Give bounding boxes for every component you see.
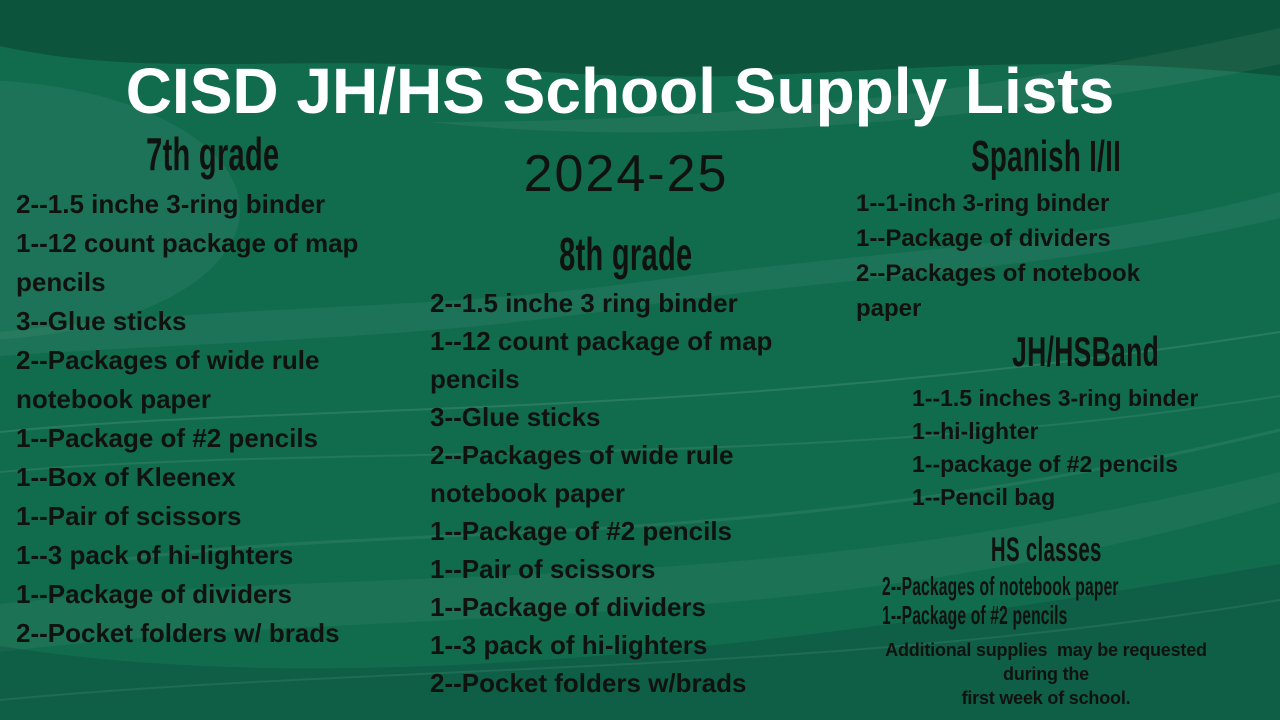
supply-item: 1--Package of dividers: [16, 579, 292, 609]
spanish-heading-text: Spanish I/II: [970, 132, 1122, 181]
grade7-supply-list: [16, 185, 410, 653]
note-line: Additional supplies may be requested: [885, 640, 1207, 660]
supply-item: 1--1.5 inches 3-ring binder: [912, 385, 1199, 411]
band-supply-list: [912, 382, 1242, 514]
grade7-heading: [16, 130, 410, 178]
supply-item: 1--Package of dividers: [856, 225, 1111, 252]
supply-item: 1--1-inch 3-ring binder: [856, 190, 1110, 217]
supply-item: 1--3 pack of hi-lighters: [430, 630, 708, 660]
section-7th-grade: [16, 130, 410, 653]
hs-classes-supply-list: [882, 572, 1242, 630]
grade8-heading-text: 8th grade: [559, 228, 693, 280]
supply-item: 3--Glue sticks: [16, 306, 187, 336]
supply-item: 1--Pencil bag: [912, 484, 1056, 510]
grade8-supply-list: [430, 284, 822, 702]
supply-item: 2--1.5 inche 3 ring binder: [430, 288, 738, 318]
hs-classes-heading: [850, 532, 1242, 568]
grade7-heading-text: 7th grade: [146, 128, 280, 180]
supply-item: 1--Pair of scissors: [430, 554, 656, 584]
school-year: 2024-25: [523, 145, 729, 203]
hs-classes-heading-text: HS classes: [990, 531, 1102, 569]
supply-item: 1--package of #2 pencils: [912, 451, 1178, 477]
supply-item: 1--3 pack of hi-lighters: [16, 540, 294, 570]
supply-item: 2--1.5 inche 3-ring binder: [16, 189, 326, 219]
note-line: first week of school.: [961, 688, 1131, 708]
band-heading-text: JH/HSBand: [1012, 328, 1160, 375]
spanish-heading: [850, 134, 1242, 180]
supply-item: 2--Packages of wide rule notebook paper: [16, 345, 320, 414]
grade8-heading: [430, 230, 822, 278]
supply-item: 1--Box of Kleenex: [16, 462, 236, 492]
section-electives: [850, 134, 1242, 710]
additional-supplies-note: [850, 638, 1242, 710]
supply-item: 1--Package of #2 pencils: [430, 516, 733, 546]
supply-item: 3--Glue sticks: [430, 402, 601, 432]
supply-item: 1--12 count package of map pencils: [430, 326, 773, 394]
supply-item: 1--Pair of scissors: [16, 501, 242, 531]
supply-item: 2--Packages of wide rule notebook paper: [430, 440, 734, 508]
note-line: during the: [1003, 664, 1089, 684]
band-heading: [850, 330, 1242, 374]
supply-item: 1--Package of dividers: [430, 592, 706, 622]
supply-item: 1--12 count package of map pencils: [16, 228, 359, 297]
supply-item: 1--hi-lighter: [912, 418, 1039, 444]
supply-item: 2--Pocket folders w/ brads: [16, 618, 340, 648]
spanish-supply-list: [856, 186, 1196, 326]
supply-item: 1--Package of #2 pencils: [16, 423, 319, 453]
supply-item: 2--Packages of notebook paper: [882, 571, 1119, 601]
supply-item: 1--Package of #2 pencils: [882, 600, 1068, 630]
section-8th-grade: [430, 146, 822, 702]
supply-item: 2--Pocket folders w/brads: [430, 668, 747, 698]
page-title: CISD JH/HS School Supply Lists: [125, 55, 1115, 127]
supply-item: 2--Packages of notebook paper: [856, 260, 1141, 322]
